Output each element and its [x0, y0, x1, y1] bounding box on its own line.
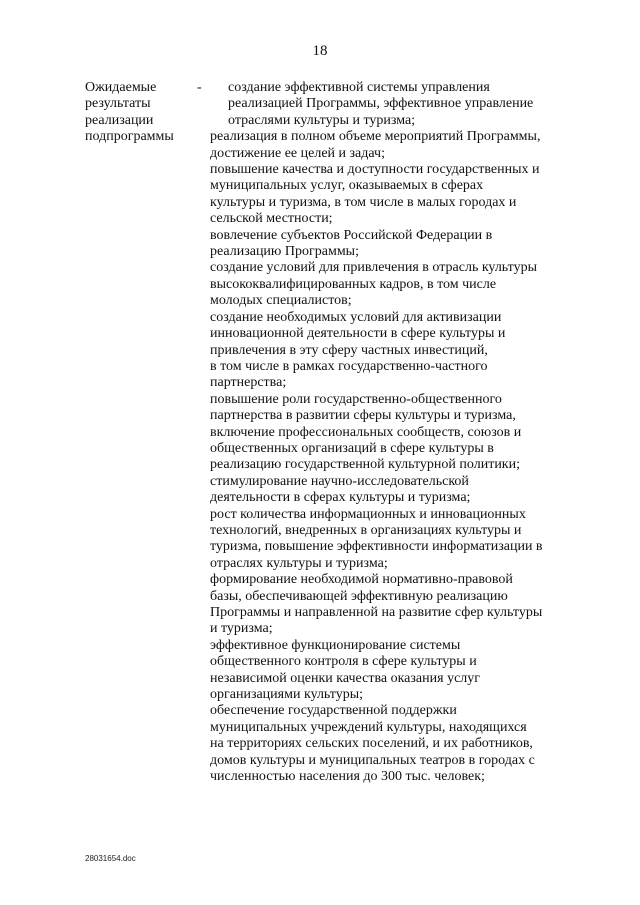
- row-label-line: подпрограммы: [85, 129, 174, 145]
- content-line: организациями культуры;: [210, 687, 364, 703]
- content-line: формирование необходимой нормативно-правовой: [210, 572, 513, 588]
- content-line: высококвалифицированных кадров, в том числе: [210, 276, 497, 292]
- content-line: создание условий для привлечения в отрасль культуры: [210, 260, 537, 276]
- content-line: муниципальных учреждений культуры, находящихся: [210, 719, 527, 735]
- content-line: базы, обеспечивающей эффективную реализацию: [210, 588, 508, 604]
- content-line: рост количества информационных и инновационных: [210, 506, 526, 522]
- content-line: отраслями культуры и туризма;: [228, 112, 416, 128]
- page-number: 18: [312, 43, 328, 59]
- content-line: повышение качества и доступности государственных и: [210, 162, 540, 178]
- content-line: численностью населения до 300 тыс. человек;: [210, 769, 485, 785]
- content-line: создание необходимых условий для активизации: [210, 309, 502, 325]
- row-content: [210, 80, 580, 785]
- row-label-line: Ожидаемые: [85, 80, 157, 95]
- content-line: реализация в полном объеме мероприятий Программы,: [210, 129, 541, 145]
- content-line: независимой оценки качества оказания услуг: [210, 670, 481, 686]
- content-line: создание эффективной системы управления: [228, 80, 490, 95]
- content-line: культуры и туризма, в том числе в малых городах и: [210, 194, 517, 210]
- content-line: и туризма;: [210, 621, 273, 637]
- content-line: на территориях сельских поселений, и их работников,: [210, 736, 533, 752]
- content-line: включение профессиональных сообществ, союзов и: [210, 424, 522, 440]
- content-line: Программы и направленной на развитие сфер культуры: [210, 605, 543, 620]
- footer-doc-code: 28031654.doc: [85, 854, 136, 863]
- content-line: общественных организаций в сфере культуры в: [210, 440, 494, 456]
- content-line: деятельности в сферах культуры и туризма;: [210, 490, 471, 506]
- content-line: повышение роли государственно-общественного: [210, 391, 502, 407]
- content-line: муниципальных услуг, оказываемых в сферах: [210, 178, 484, 194]
- content-line: отраслях культуры и туризма;: [210, 555, 388, 571]
- content-line: общественного контроля в сфере культуры и: [210, 654, 477, 670]
- content-line: в том числе в рамках государственно-частного: [210, 358, 488, 374]
- content-line: эффективное функционирование системы: [210, 637, 461, 653]
- content-line: сельской местности;: [210, 211, 333, 227]
- content-line: достижение ее целей и задач;: [210, 145, 385, 161]
- content-line: партнерства;: [210, 375, 287, 391]
- content-line: реализацией Программы, эффективное управление: [228, 96, 534, 112]
- content-line: вовлечение субъектов Российской Федерации в: [210, 227, 493, 243]
- content-line: реализацию Программы;: [210, 244, 359, 260]
- content-line: стимулирование научно-исследовательской: [210, 473, 469, 489]
- content-line: домов культуры и муниципальных театров в городах с: [210, 752, 535, 768]
- content-line: туризма, повышение эффективности информатизации в: [210, 539, 543, 555]
- content-line: инновационной деятельности в сфере культуры и: [210, 326, 506, 342]
- content-line: молодых специалистов;: [210, 293, 352, 309]
- content-line: привлечения в эту сферу частных инвестиций,: [210, 342, 488, 358]
- row-label-line: результаты: [85, 96, 151, 112]
- content-line: партнерства в развитии сферы культуры и туризма,: [210, 408, 516, 424]
- list-dash: -: [197, 80, 202, 95]
- content-line: обеспечение государственной поддержки: [210, 703, 457, 719]
- row-label: [85, 80, 195, 146]
- content-line: реализацию государственной культурной политики;: [210, 457, 520, 473]
- content-line: технологий, внедренных в организациях культуры и: [210, 522, 522, 538]
- row-label-line: реализации: [85, 112, 154, 128]
